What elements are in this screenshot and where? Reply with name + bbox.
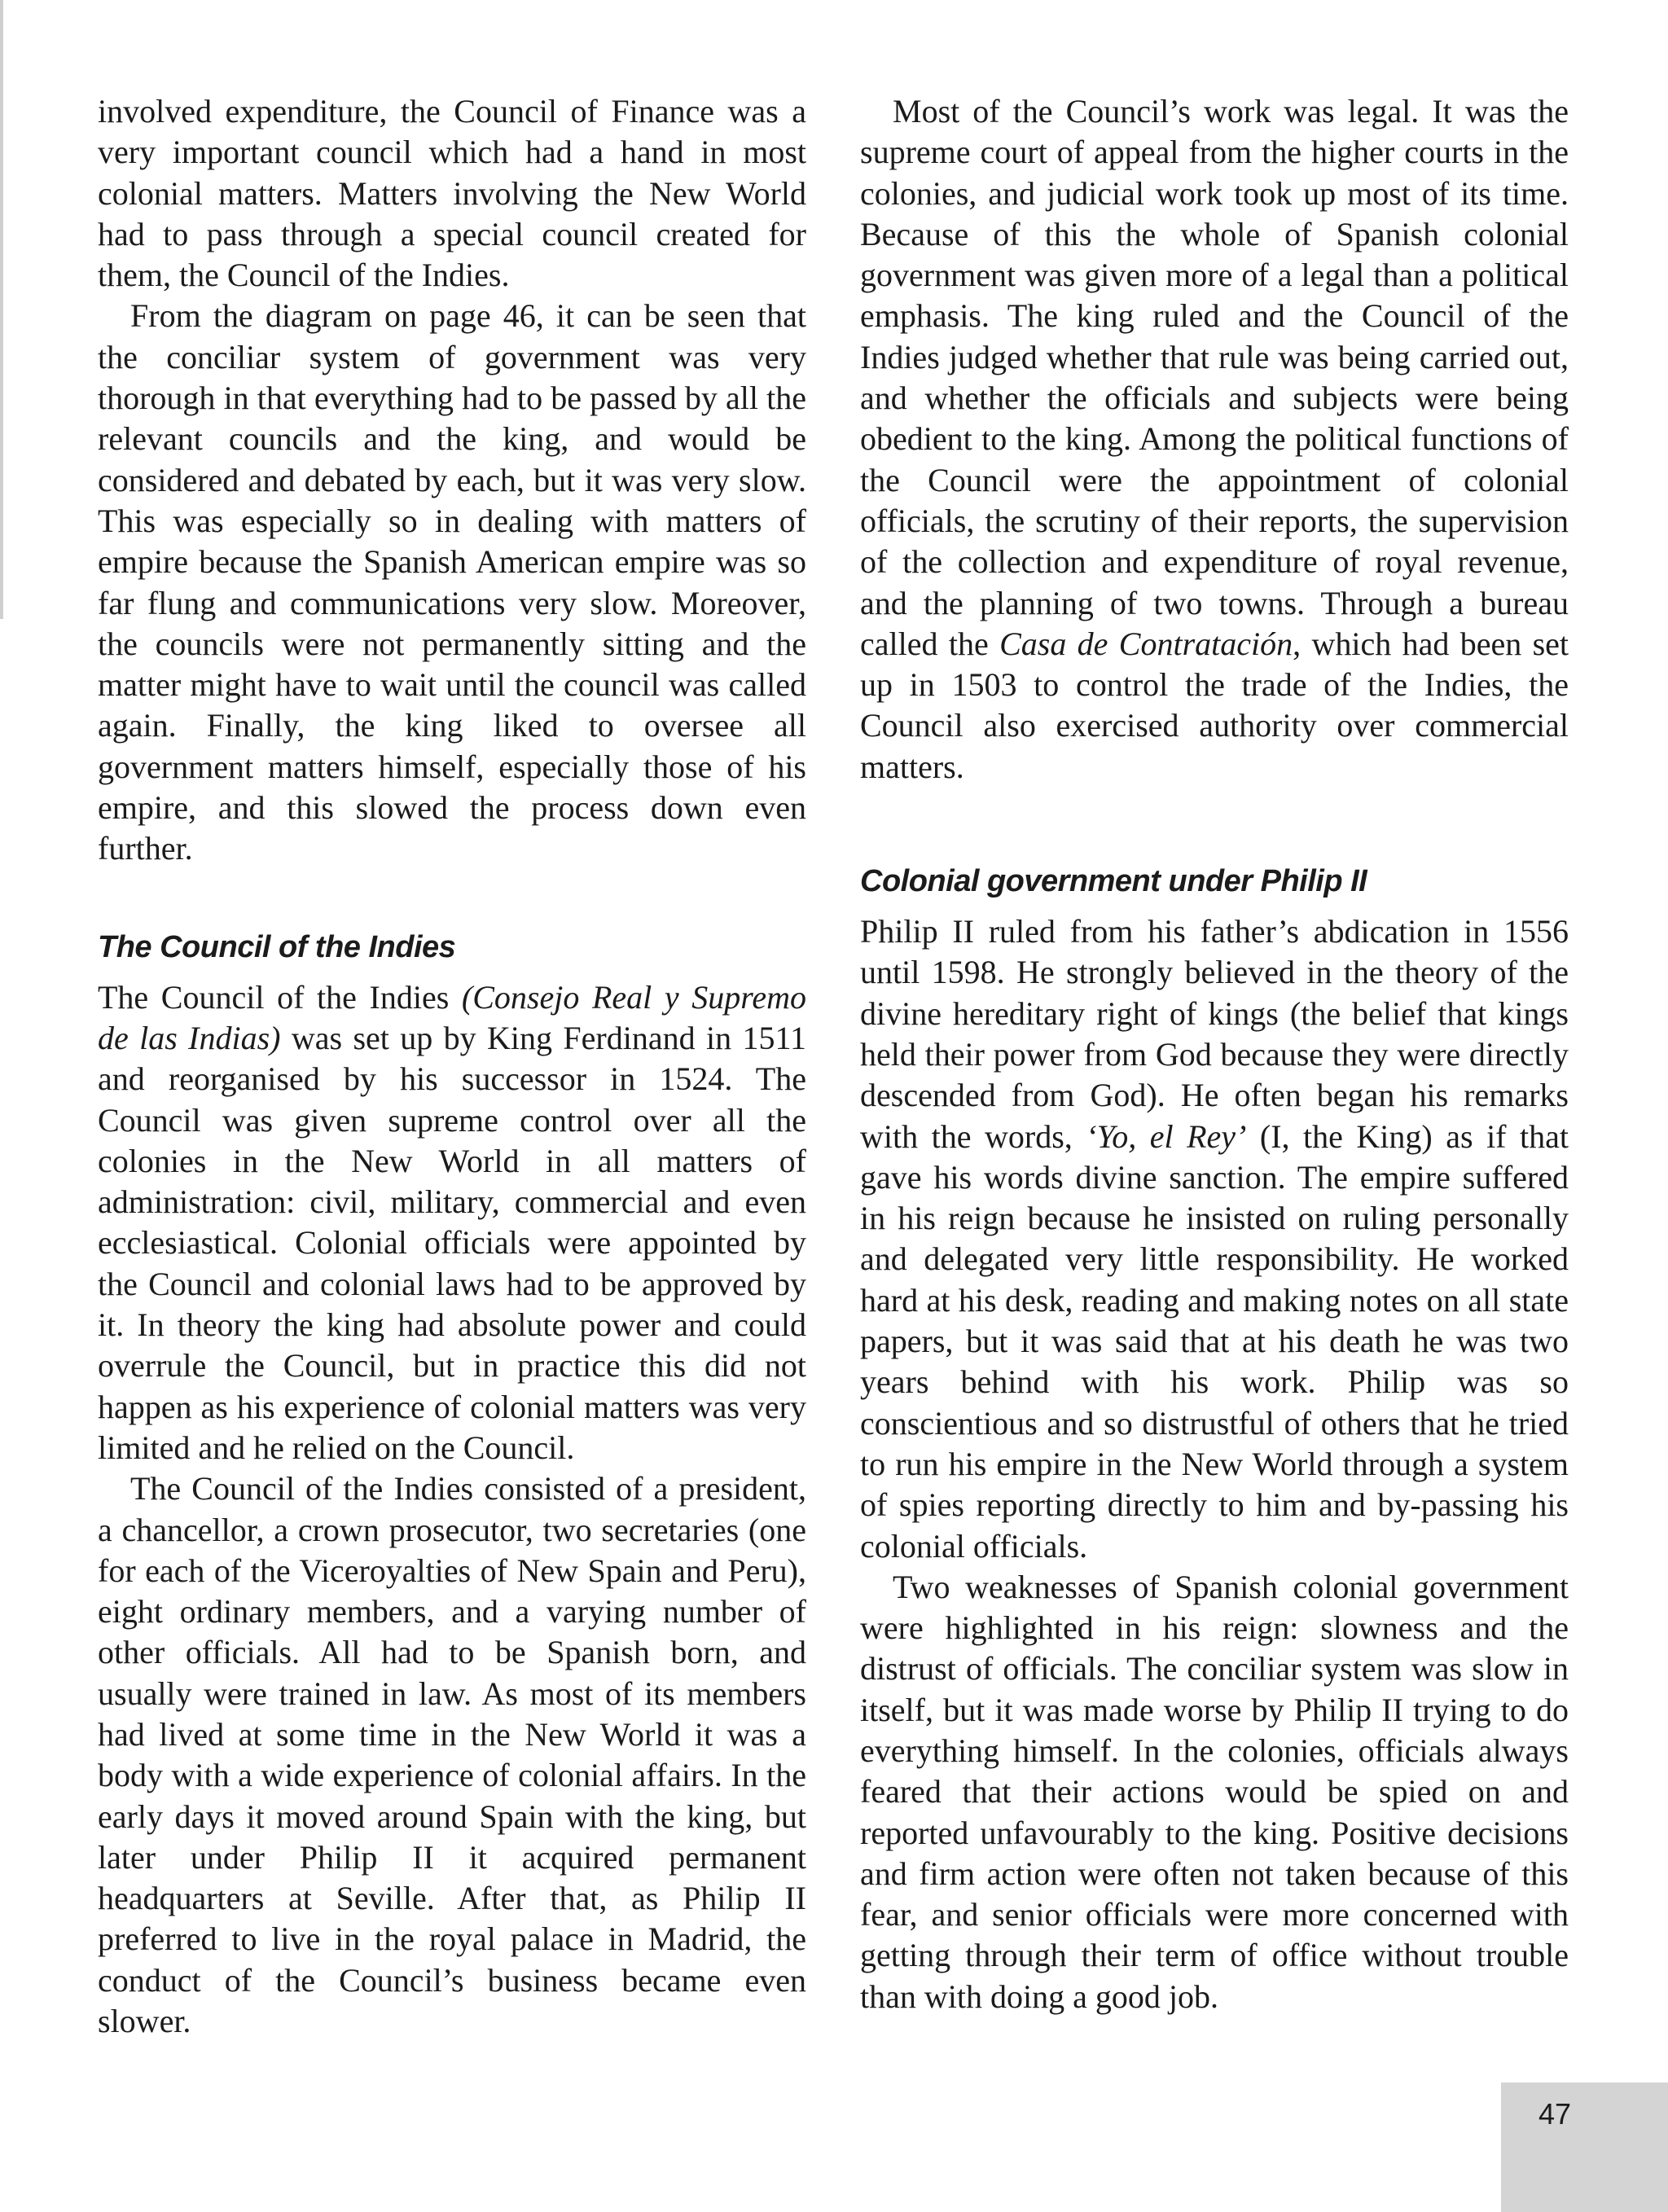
text-run: Most of the Council’s work was legal. It was the supreme court of appeal from the higher courts in the colonies, and judicial work took up most of its time. Because of this the whole of Spanish colonial government was given more of a legal than a political emphasis. The king ruled and the Council of the Indies judged whether that rule was being carried out, and whether the officials and subjects were being obedient to the king. Among the political functions of the Council were the appointment of colonial officials, the scrutiny of their reports, the supervision of the collection and expenditure of royal revenue, and the planning of two towns. Through a bureau called the: [860, 93, 1569, 662]
body-paragraph: The Council of the Indies consisted of a president, a chancellor, a crown prosecutor, two secretaries (one for each of the Viceroyalties of New Spain and Peru), eight ordinary members, and a varying number of other officials. All had to be Spanish born, and usually were trained in law. As most of its members had lived at some time in the New World it was a body with a wide experience of colonial affairs. In the early days it moved around Spain with the king, but later under Philip II it acquired permanent headquarters at Seville. After that, as Philip II preferred to live in the royal palace in Madrid, the conduct of the Council’s business became even slower.: [98, 1470, 806, 2040]
section-heading: The Council of the Indies: [98, 929, 456, 964]
page-number: 47: [1538, 2097, 1571, 2131]
text-run: The Council of the Indies: [98, 978, 462, 1016]
italic-term: Casa de Contratación: [999, 625, 1293, 662]
body-paragraph: From the diagram on page 46, it can be seen that the conciliar system of government was very thorough in that everything had to be passed by all the relevant councils and the king, and would be considered and debated by each, but it was very slow. This was especially so in dealing with matters of empire because the Spanish American empire was so far flung and communications very slow. Moreover, the councils were not permanently sitting and the matter might have to wait until the council was called again. Finally, the king liked to oversee all government matters himself, especially those of his empire, and this slowed the process down even further.: [98, 297, 806, 867]
italic-quote: ‘Yo, el Rey’: [1086, 1117, 1247, 1155]
body-paragraph: [98, 977, 806, 1469]
page-number-tab: [1501, 2083, 1668, 2212]
body-paragraph: Two weaknesses of Spanish colonial government were highlighted in his reign: slowness and the distrust of officials. The conciliar system was slow in itself, but it was made worse by Philip II trying to do everything himself. In the colonies, officials always feared that their actions would be spied on and reported unfavourably to the king. Positive decisions and firm action were often not taken because of this fear, and senior officials were more concerned with getting through their term of office without trouble than with doing a good job.: [860, 1568, 1569, 2015]
body-paragraph: [860, 91, 1569, 788]
left-column: [98, 91, 806, 2042]
binding-edge: [0, 0, 3, 619]
section-heading: Colonial government under Philip II: [860, 864, 1367, 899]
right-column: [860, 91, 1569, 2017]
body-paragraph: involved expenditure, the Council of Finance was a very important council which had a hand in most colonial matters. Matters involving the New World had to pass through a special council created for them, the Council of the Indies.: [98, 93, 806, 294]
italic-term: (Consejo Real y Supremo de las Indias): [98, 978, 806, 1056]
text-run: (I, the King) as if that gave his words divine sanction. The empire suffered in his reign because he insisted on ruling personally and delegated very little responsibility. He worked hard at his desk, reading and making notes on all state papers, but it was said that at his death he was two years behind with his work. Philip was so conscientious and so distrustful of others that he tried to run his empire in the New World through a system of spies reporting directly to him and by-passing his colonial officials.: [860, 1117, 1569, 1565]
text-run: Philip II ruled from his father’s abdication in 1556 until 1598. He strongly believed in the theory of the divine hereditary right of kings (the belief that kings held their power from God because they were directly descended from God). He often began his remarks with the words,: [860, 913, 1569, 1155]
text-run: , which had been set up in 1503 to control the trade of the Indies, the Council also exercised authority over commercial matters.: [860, 625, 1569, 785]
body-paragraph: [860, 911, 1569, 1567]
text-run: was set up by King Ferdinand in 1511 and reorganised by his successor in 1524. The Council was given supreme control over all the colonies in the New World in all matters of administration: civil, military, commercial and even ecclesiastical. Colonial officials were appointed by the Council and colonial laws had to be approved by it. In theory the king had absolute power and could overrule the Council, but in practice this did not happen as his experience of colonial matters was very limited and he relied on the Council.: [98, 1019, 806, 1466]
